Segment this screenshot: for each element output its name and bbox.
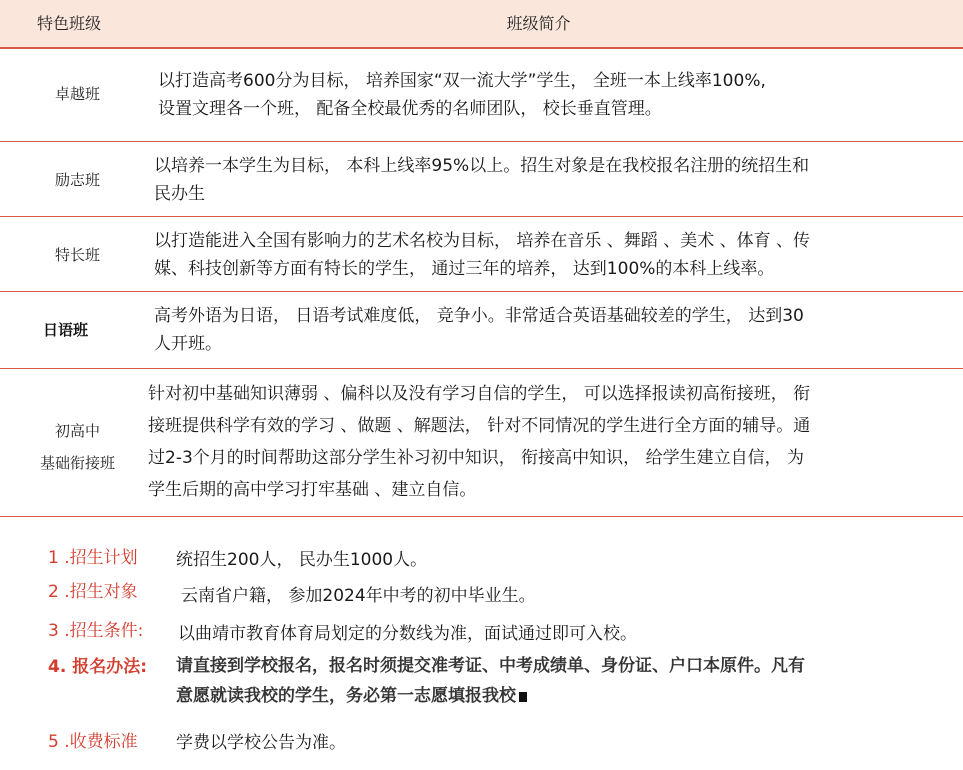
info-value: 统招生200人， 民办生1000人。 [176,550,428,570]
class-name-line2: 基础衔接班 [39,454,115,472]
table-row [0,369,963,517]
table-row [0,49,963,142]
class-name-line1: 初高中 [54,422,100,440]
info-label: 1 .招生计划 [48,548,138,568]
table-header [0,0,963,49]
header-class-intro: 班级简介 [506,14,571,33]
info-value: 以曲靖市教育体育局划定的分数线为准，面试通过即可入校。 [178,624,637,644]
info-label: 5 .收费标准 [48,732,138,752]
class-description: 以打造高考600分为目标， 培养国家“双一流大学”学生， 全班一本上线率100%, 设置文理各一个班， 配备全校最优秀的名师团队， 校长垂直管理。 [158,71,766,119]
info-label: 4. 报名办法: [48,657,148,677]
class-description: 以打造能进入全国有影响力的艺术名校为目标， 培养在音乐 、舞蹈 、美术 、体育 、传 媒、科技创新等方面有特长的学生， 通过三年的培养， 达到100%的本科上线率。 [154,231,811,279]
table-row [0,142,963,217]
class-description: 高考外语为日语， 日语考试难度低， 竞争小。非常适合英语基础较差的学生， 达到30 人开班。 [154,306,804,354]
class-name: 特长班 [54,246,100,264]
info-value-text: 请直接到学校报名，报名时须提交准考证、中考成绩单、身份证、户口本原件。凡有 意愿就读我校的学生，务必第一志愿填报我校 [176,656,805,706]
class-name: 励志班 [54,171,100,189]
table-row [0,292,963,369]
info-value: 云南省户籍， 参加2024年中考的初中毕业生。 [181,586,536,606]
info-label: 3 .招生条件: [48,621,144,641]
class-description: 以培养一本学生为目标， 本科上线率95%以上。招生对象是在我校报名注册的统招生和 民办生 [154,156,810,204]
table-row [0,217,963,292]
info-value [176,651,805,711]
class-name: 日语班 [42,321,88,339]
info-value: 学费以学校公告为准。 [176,733,346,753]
header-class-name: 特色班级 [37,14,102,33]
class-name: 卓越班 [54,85,100,103]
info-label: 2 .招生对象 [48,582,138,602]
class-description: 针对初中基础知识薄弱 、偏科以及没有学习自信的学生， 可以选择报读初高衔接班， 衔 接班提供科学有效的学习 、做题 、解题法， 针对不同情况的学生进行全方面的辅导。通 过2-3个月的时间帮助这部分学生补习初中知识， 衔接高中知识， 给学生建立自信， 为 学生后期的高中学习打牢基础 、建立自信。 [148,384,811,500]
cursor-mark-icon [519,692,527,702]
